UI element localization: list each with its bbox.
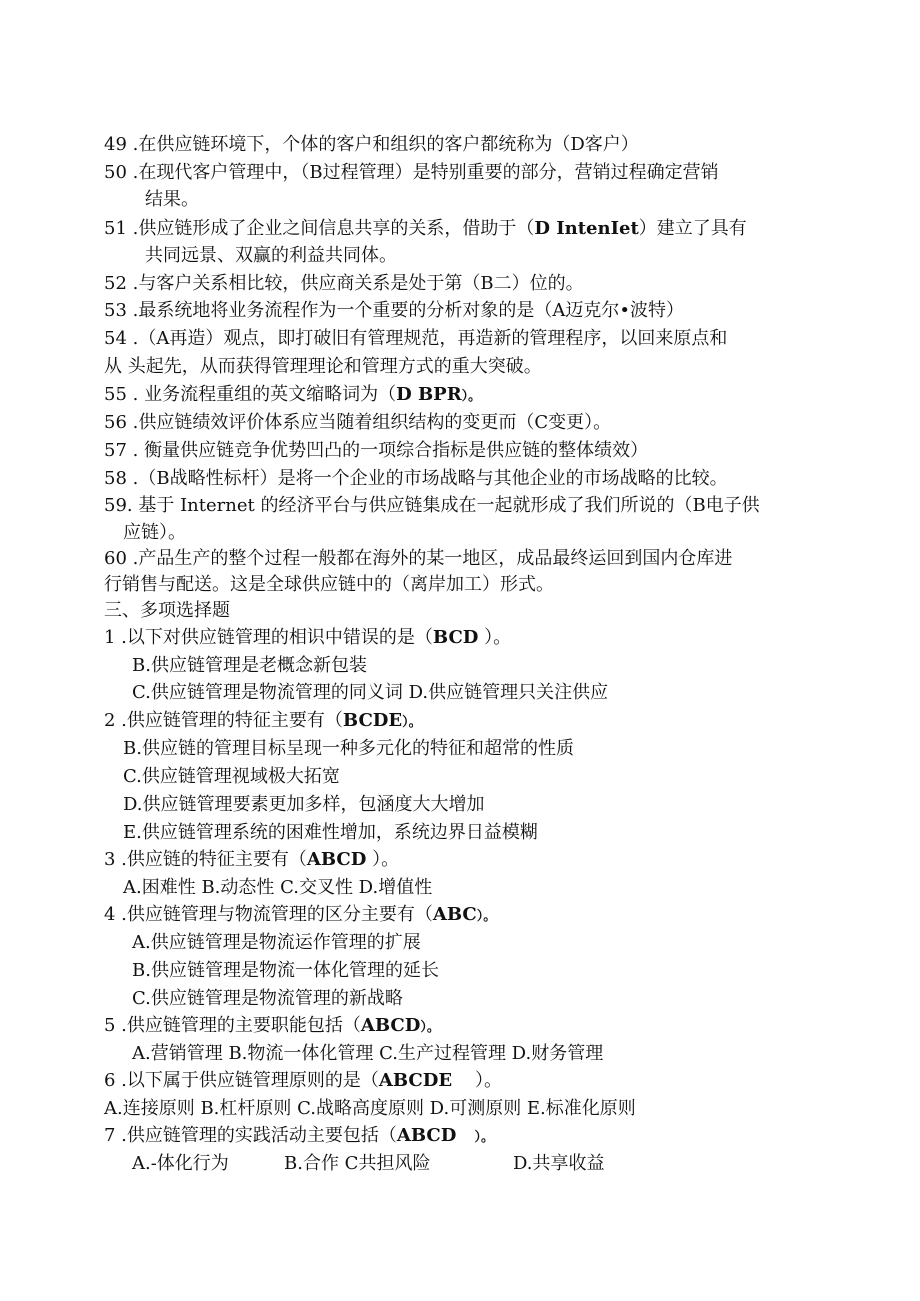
multi-question-6-text-end: ）。 xyxy=(452,1070,502,1091)
multi-question-2 xyxy=(104,709,422,735)
multi-question-4-text: 4 .供应链管理与物流管理的区分主要有（ xyxy=(104,904,433,925)
question-56: 56 .供应链绩效评价体系应当随着组织结构的变更而（C变更）。 xyxy=(104,412,612,433)
multi-question-4-option-b: B.供应链管理是物流一体化管理的延长 xyxy=(132,960,439,981)
question-50-cont: 结果。 xyxy=(145,189,199,210)
multi-question-2-option-d: D.供应链管理要素更加多样，包涵度大大增加 xyxy=(123,794,485,815)
question-55-answer: D BPR xyxy=(396,384,462,405)
multi-question-2-option-c: C.供应链管理视域极大拓宽 xyxy=(123,766,340,787)
question-51 xyxy=(104,217,747,241)
multi-question-7 xyxy=(104,1124,494,1150)
multi-question-3 xyxy=(104,848,399,872)
question-52: 52 .与客户关系相比较，供应商关系是处于第（B二）位的。 xyxy=(104,273,584,294)
multi-question-2-text: 2 .供应链管理的特征主要有（ xyxy=(104,710,343,731)
multi-question-1-option-cd: C.供应链管理是物流管理的同义词 D.供应链管理只关注供应 xyxy=(132,682,609,703)
multi-question-3-text-end: ）。 xyxy=(366,849,400,870)
multi-question-7-answer: ABCD xyxy=(396,1125,457,1146)
question-55 xyxy=(104,383,481,409)
multi-question-1-text: 1 .以下对供应链管理的相识中错误的是（ xyxy=(104,627,433,648)
multi-question-4-option-c: C.供应链管理是物流管理的新战略 xyxy=(132,988,403,1009)
multi-question-6-answer: ABCDE xyxy=(378,1070,453,1091)
question-53: 53 .最系统地将业务流程作为一个重要的分析对象的是（A迈克尔•波特） xyxy=(104,300,684,321)
multi-question-2-text-end: ）。 xyxy=(402,715,422,730)
question-51-cont: 共同远景、双赢的利益共同体。 xyxy=(145,245,397,266)
multi-question-4-text-end: ）。 xyxy=(476,909,497,924)
multi-question-2-option-e: E.供应链管理系统的困难性增加，系统边界日益模糊 xyxy=(123,822,538,843)
section-heading: 三、多项选择题 xyxy=(104,600,230,621)
multi-question-5-text-end: ）。 xyxy=(420,1020,440,1035)
question-51-text: 51 .供应链形成了企业之间信息共享的关系，借助于（ xyxy=(104,218,535,239)
question-49: 49 .在供应链环境下，个体的客户和组织的客户都统称为（D客户） xyxy=(104,134,639,155)
multi-question-6 xyxy=(104,1069,502,1093)
multi-question-3-text: 3 .供应链的特征主要有（ xyxy=(104,849,307,870)
multi-question-1 xyxy=(104,626,511,650)
multi-question-7-text: 7 .供应链管理的实践活动主要包括（ xyxy=(104,1125,397,1146)
multi-question-1-text-end: ）。 xyxy=(478,627,512,648)
question-51-answer: D IntenIet xyxy=(534,218,639,239)
question-54: 54 .（A再造）观点，即打破旧有管理规范，再造新的管理程序，以回来原点和 xyxy=(104,328,728,349)
question-57: 57 . 衡量供应链竞争优势凹凸的一项综合指标是供应链的整体绩效） xyxy=(104,440,649,461)
question-59-cont: 应链）。 xyxy=(123,522,186,543)
multi-question-1-answer: BCD xyxy=(432,627,479,648)
multi-question-4 xyxy=(104,903,496,929)
multi-question-3-answer: ABCD xyxy=(306,849,367,870)
multi-question-1-option-b: B.供应链管理是老概念新包装 xyxy=(132,655,367,676)
multi-question-5-answer: ABCD xyxy=(360,1015,421,1036)
question-58: 58 .（B战略性标杆）是将一个企业的市场战略与其他企业的市场战略的比较。 xyxy=(104,468,728,489)
multi-question-4-option-a: A.供应链管理是物流运作管理的扩展 xyxy=(132,932,421,953)
multi-question-2-answer: BCDE xyxy=(342,710,403,731)
multi-question-7-option-a: A.-体化行为 xyxy=(132,1153,229,1174)
multi-question-3-options: A.困难性 B.动态性 C.交叉性 D.增值性 xyxy=(123,877,433,898)
question-60: 60 .产品生产的整个过程一般都在海外的某一地区，成品最终运回到国内仓库进 xyxy=(104,548,733,569)
multi-question-7-option-bc: B.合作 C共担风险 xyxy=(284,1153,431,1174)
question-51-text-end: ）建立了具有 xyxy=(638,218,747,239)
multi-question-6-text: 6 .以下属于供应链管理原则的是（ xyxy=(104,1070,379,1091)
question-55-text-end: ）。 xyxy=(461,389,482,404)
multi-question-5-options: A.营销管理 B.物流一体化管理 C.生产过程管理 D.财务管理 xyxy=(132,1043,604,1064)
question-50: 50 .在现代客户管理中，（B过程管理）是特别重要的部分，营销过程确定营销 xyxy=(104,162,719,183)
question-60-cont: 行销售与配送。这是全球供应链中的（离岸加工）形式。 xyxy=(104,574,554,595)
multi-question-6-options: A.连接原则 B.杠杆原则 C.战略高度原则 D.可测原则 E.标准化原则 xyxy=(104,1098,636,1119)
multi-question-5-text: 5 .供应链管理的主要职能包括（ xyxy=(104,1015,361,1036)
question-55-text: 55 . 业务流程重组的英文缩略词为（ xyxy=(104,384,397,405)
question-54-cont: 从 头起先，从而获得管理理论和管理方式的重大突破。 xyxy=(104,356,542,377)
multi-question-7-option-d: D.共享收益 xyxy=(513,1153,605,1174)
question-59: 59. 基于 Internet 的经济平台与供应链集成在一起就形成了我们所说的（B电子供 xyxy=(104,495,760,516)
multi-question-4-answer: ABC xyxy=(432,904,477,925)
multi-question-7-text-end: ）。 xyxy=(456,1130,494,1145)
multi-question-5 xyxy=(104,1014,440,1040)
multi-question-2-option-b: B.供应链的管理目标呈现一种多元化的特征和超常的性质 xyxy=(123,738,574,759)
